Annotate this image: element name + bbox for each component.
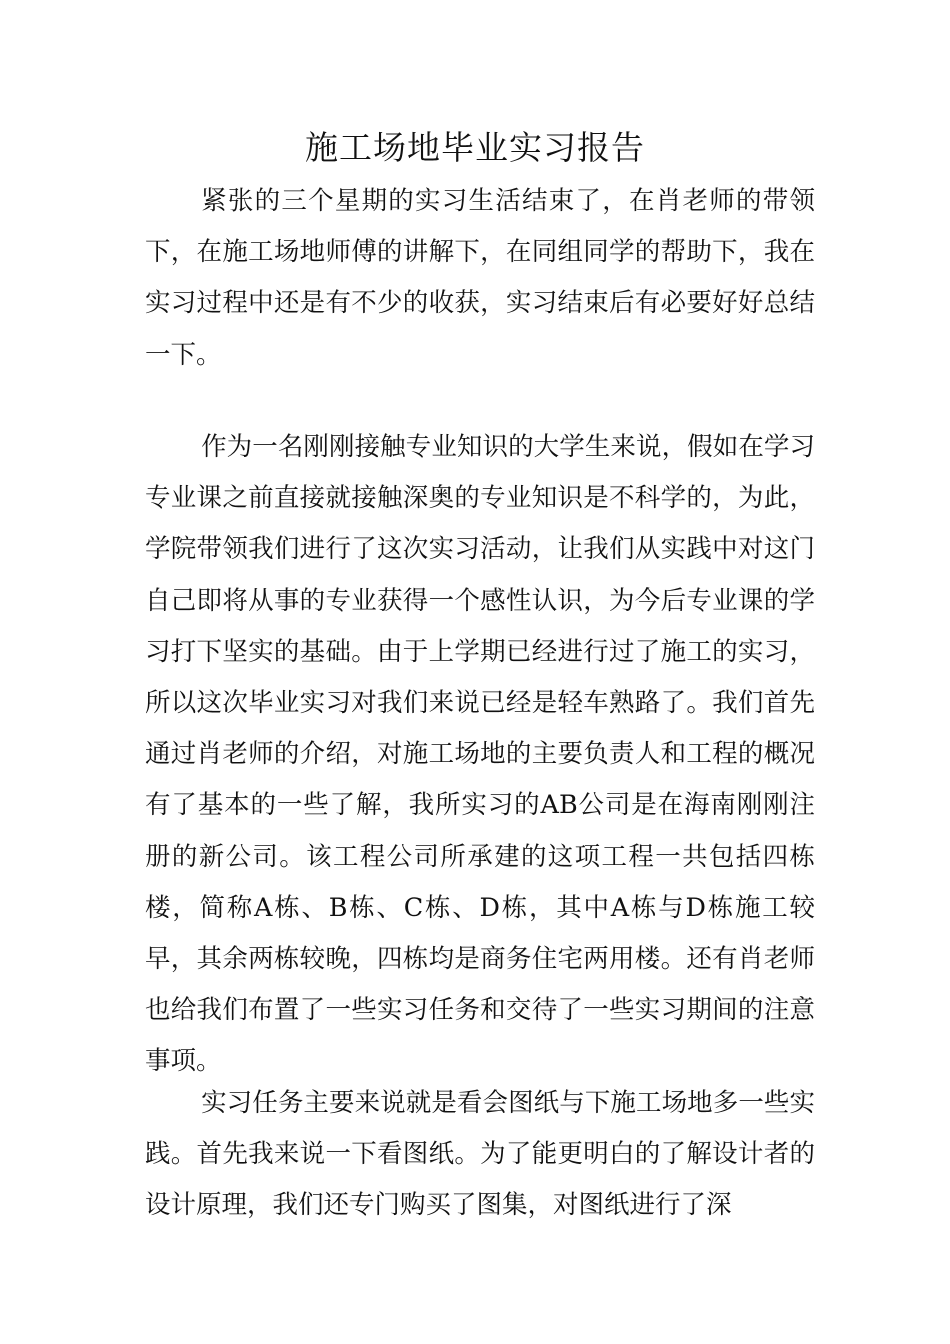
paragraph-1: 紧张的三个星期的实习生活结束了，在肖老师的带领下，在施工场地师傅的讲解下，在同组同学的帮助下，我在实习过程中还是有不少的收获，实习结束后有必要好好总结一下。 bbox=[145, 186, 815, 370]
paragraph-3: 实习任务主要来说就是看会图纸与下施工场地多一些实践。首先我来说一下看图纸。为了能更明白的了解设计者的设计原理，我们还专门购买了图集，对图纸进行了深 bbox=[145, 1088, 815, 1221]
paragraph-2: 作为一名刚刚接触专业知识的大学生来说，假如在学习专业课之前直接就接触深奥的专业知识是不科学的，为此，学院带领我们进行了这次实习活动，让我们从实践中对这门自己即将从事的专业获得一个感性认识，为今后专业课的学习打下坚实的基础。由于上学期已经进行过了施工的实习，所以这次毕业实习对我们来说已经是轻车熟路了。我们首先通过肖老师的介绍，对施工场地的主要负责人和工程的概况有了基本的一些了解，我所实习的AB公司是在海南刚刚注册的新公司。该工程公司所承建的这项工程一共包括四栋楼，简称A栋、B栋、C栋、D栋，其中A栋与D栋施工较早，其余两栋较晚，四栋均是商务住宅两用楼。还有肖老师也给我们布置了一些实习任务和交待了一些实习期间的注意事项。 bbox=[145, 432, 815, 1077]
document-title: 施工场地毕业实习报告 bbox=[305, 128, 645, 167]
